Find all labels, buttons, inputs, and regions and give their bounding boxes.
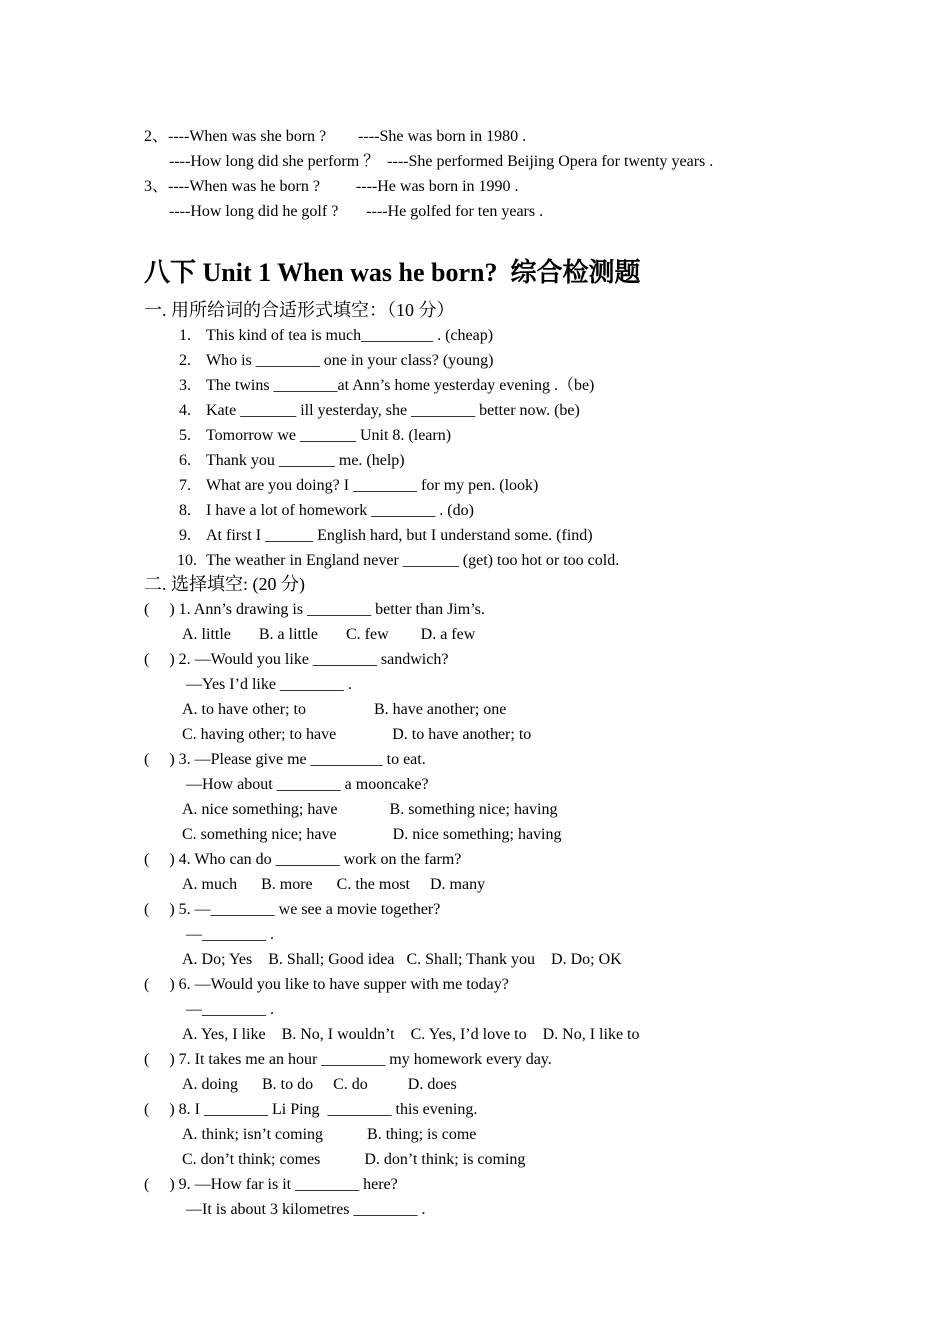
question-line: ( ) 8. I ________ Li Ping ________ this evening. (144, 1101, 478, 1118)
dialog-line: —Yes I’d like ________ . (186, 676, 352, 693)
section-heading: 一. 用所给词的合适形式填空：（10 分） (144, 300, 455, 320)
dialog-line: —________ . (186, 1001, 274, 1018)
question-line: ( ) 9. —How far is it ________ here? (144, 1176, 398, 1193)
page-title: 八下 Unit 1 When was he born? 综合检测题 (144, 258, 641, 287)
options-line: A. doing B. to do C. do D. does (182, 1076, 457, 1093)
item-number: 5. (179, 427, 191, 444)
item-number: 2. (179, 352, 191, 369)
dialog-line: —How about ________ a mooncake? (186, 776, 429, 793)
section-heading: 二. 选择填空: (20 分) (144, 574, 305, 594)
intro-line: ----How long did she perform ？ ----She performed Beijing Opera for twenty years . (169, 153, 714, 170)
item-number: 4. (179, 402, 191, 419)
dialog-line: —It is about 3 kilometres ________ . (186, 1201, 426, 1218)
question-line: ( ) 7. It takes me an hour ________ my homework every day. (144, 1051, 552, 1068)
options-line: C. don’t think; comes D. don’t think; is coming (182, 1151, 526, 1168)
options-line: A. much B. more C. the most D. many (182, 876, 486, 893)
item-number: 7. (179, 477, 191, 494)
dialog-line: —________ . (186, 926, 274, 943)
item-number: 9. (179, 527, 191, 544)
options-line: C. having other; to have D. to have another; to (182, 726, 532, 743)
item-number: 1. (179, 327, 191, 344)
question-line: ( ) 2. —Would you like ________ sandwich? (144, 651, 449, 668)
item-number: 8. (179, 502, 191, 519)
item-text: Who is ________ one in your class? (young) (206, 352, 494, 369)
item-text: At first I ______ English hard, but I understand some. (find) (206, 527, 593, 544)
item-text: Tomorrow we _______ Unit 8. (learn) (206, 427, 452, 444)
item-text: Thank you _______ me. (help) (206, 452, 405, 469)
options-line: A. nice something; have B. something nice; having (182, 801, 558, 818)
options-line: A. to have other; to B. have another; one (182, 701, 507, 718)
item-text: This kind of tea is much_________ . (cheap) (206, 327, 494, 344)
item-text: The twins ________at Ann’s home yesterday evening .（be) (206, 377, 595, 394)
question-line: ( ) 1. Ann’s drawing is ________ better than Jim’s. (144, 601, 485, 618)
question-line: ( ) 6. —Would you like to have supper with me today? (144, 976, 509, 993)
intro-line: 2、----When was she born ? ----She was born in 1980 . (144, 128, 527, 145)
item-number: 3. (179, 377, 191, 394)
item-text: I have a lot of homework ________ . (do) (206, 502, 474, 519)
item-text: What are you doing? I ________ for my pen. (look) (206, 477, 539, 494)
options-line: A. Do; Yes B. Shall; Good idea C. Shall; Thank you D. Do; OK (182, 951, 622, 968)
options-line: C. something nice; have D. nice something; having (182, 826, 562, 843)
intro-line: ----How long did he golf ? ----He golfed for ten years . (169, 203, 544, 220)
question-line: ( ) 4. Who can do ________ work on the farm? (144, 851, 462, 868)
item-text: Kate _______ ill yesterday, she ________ better now. (be) (206, 402, 580, 419)
item-text: The weather in England never _______ (get) too hot or too cold. (206, 552, 620, 569)
question-line: ( ) 3. —Please give me _________ to eat. (144, 751, 426, 768)
item-number: 10. (177, 552, 197, 569)
options-line: A. little B. a little C. few D. a few (182, 626, 476, 643)
question-line: ( ) 5. —________ we see a movie together? (144, 901, 441, 918)
intro-line: 3、----When was he born ? ----He was born in 1990 . (144, 178, 519, 195)
options-line: A. Yes, I like B. No, I wouldn’t C. Yes, I’d love to D. No, I like to (182, 1026, 640, 1043)
options-line: A. think; isn’t coming B. thing; is come (182, 1126, 477, 1143)
item-number: 6. (179, 452, 191, 469)
